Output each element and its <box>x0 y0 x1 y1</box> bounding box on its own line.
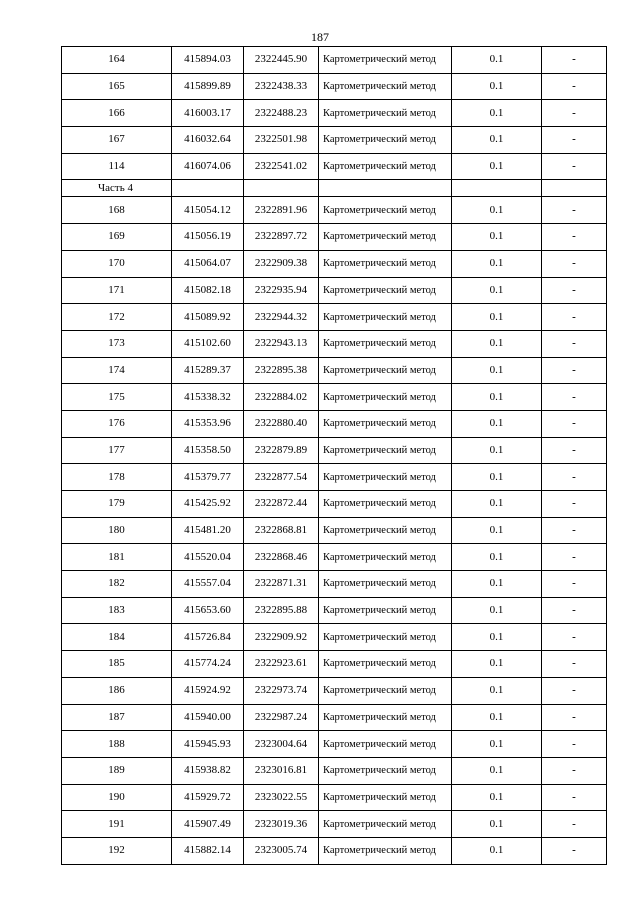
note-cell: - <box>542 704 607 731</box>
note-cell: - <box>542 100 607 127</box>
accuracy-cell: 0.1 <box>452 224 542 251</box>
accuracy-cell: 0.1 <box>452 651 542 678</box>
y-coordinate-cell: 2322868.81 <box>244 517 319 544</box>
method-cell: Картометрический метод <box>319 100 452 127</box>
accuracy-cell: 0.1 <box>452 47 542 74</box>
y-coordinate-cell: 2322501.98 <box>244 127 319 154</box>
table-row <box>62 571 607 598</box>
section-empty-cell <box>172 180 244 197</box>
method-cell: Картометрический метод <box>319 704 452 731</box>
method-cell: Картометрический метод <box>319 437 452 464</box>
x-coordinate-cell: 416003.17 <box>172 100 244 127</box>
x-coordinate-cell: 415938.82 <box>172 757 244 784</box>
y-coordinate-cell: 2322987.24 <box>244 704 319 731</box>
method-cell: Картометрический метод <box>319 153 452 180</box>
accuracy-cell: 0.1 <box>452 731 542 758</box>
point-number-cell: 179 <box>62 491 172 518</box>
table-body-part-a <box>62 47 607 180</box>
table-row <box>62 304 607 331</box>
point-number-cell: 174 <box>62 357 172 384</box>
y-coordinate-cell: 2323004.64 <box>244 731 319 758</box>
method-cell: Картометрический метод <box>319 784 452 811</box>
point-number-cell: 171 <box>62 277 172 304</box>
method-cell: Картометрический метод <box>319 651 452 678</box>
method-cell: Картометрический метод <box>319 624 452 651</box>
accuracy-cell: 0.1 <box>452 153 542 180</box>
y-coordinate-cell: 2322909.92 <box>244 624 319 651</box>
x-coordinate-cell: 415894.03 <box>172 47 244 74</box>
table-row <box>62 517 607 544</box>
x-coordinate-cell: 416032.64 <box>172 127 244 154</box>
point-number-cell: 172 <box>62 304 172 331</box>
point-number-cell: 183 <box>62 597 172 624</box>
table-row <box>62 704 607 731</box>
point-number-cell: 170 <box>62 250 172 277</box>
point-number-cell: 169 <box>62 224 172 251</box>
table-row <box>62 127 607 154</box>
section-empty-cell <box>542 180 607 197</box>
y-coordinate-cell: 2322895.88 <box>244 597 319 624</box>
accuracy-cell: 0.1 <box>452 811 542 838</box>
method-cell: Картометрический метод <box>319 197 452 224</box>
accuracy-cell: 0.1 <box>452 127 542 154</box>
point-number-cell: 178 <box>62 464 172 491</box>
table-row <box>62 784 607 811</box>
accuracy-cell: 0.1 <box>452 544 542 571</box>
point-number-cell: 182 <box>62 571 172 598</box>
method-cell: Картометрический метод <box>319 73 452 100</box>
method-cell: Картометрический метод <box>319 464 452 491</box>
note-cell: - <box>542 384 607 411</box>
x-coordinate-cell: 415653.60 <box>172 597 244 624</box>
note-cell: - <box>542 197 607 224</box>
x-coordinate-cell: 415353.96 <box>172 410 244 437</box>
table-row <box>62 47 607 74</box>
accuracy-cell: 0.1 <box>452 197 542 224</box>
accuracy-cell: 0.1 <box>452 677 542 704</box>
note-cell: - <box>542 464 607 491</box>
page-number: 187 <box>311 30 329 44</box>
table-row <box>62 677 607 704</box>
method-cell: Картометрический метод <box>319 597 452 624</box>
table-row <box>62 437 607 464</box>
y-coordinate-cell: 2322935.94 <box>244 277 319 304</box>
note-cell: - <box>542 811 607 838</box>
note-cell: - <box>542 357 607 384</box>
note-cell: - <box>542 330 607 357</box>
y-coordinate-cell: 2322891.96 <box>244 197 319 224</box>
method-cell: Картометрический метод <box>319 330 452 357</box>
x-coordinate-cell: 415379.77 <box>172 464 244 491</box>
table-row <box>62 544 607 571</box>
x-coordinate-cell: 416074.06 <box>172 153 244 180</box>
point-number-cell: 180 <box>62 517 172 544</box>
note-cell: - <box>542 651 607 678</box>
y-coordinate-cell: 2322438.33 <box>244 73 319 100</box>
y-coordinate-cell: 2322541.02 <box>244 153 319 180</box>
accuracy-cell: 0.1 <box>452 250 542 277</box>
point-number-cell: 186 <box>62 677 172 704</box>
table-row <box>62 837 607 864</box>
accuracy-cell: 0.1 <box>452 73 542 100</box>
point-number-cell: 173 <box>62 330 172 357</box>
table-row <box>62 624 607 651</box>
accuracy-cell: 0.1 <box>452 330 542 357</box>
y-coordinate-cell: 2322868.46 <box>244 544 319 571</box>
point-number-cell: 164 <box>62 47 172 74</box>
point-number-cell: 166 <box>62 100 172 127</box>
note-cell: - <box>542 277 607 304</box>
method-cell: Картометрический метод <box>319 384 452 411</box>
note-cell: - <box>542 544 607 571</box>
table-row <box>62 73 607 100</box>
method-cell: Картометрический метод <box>319 47 452 74</box>
x-coordinate-cell: 415338.32 <box>172 384 244 411</box>
method-cell: Картометрический метод <box>319 491 452 518</box>
y-coordinate-cell: 2322879.89 <box>244 437 319 464</box>
method-cell: Картометрический метод <box>319 277 452 304</box>
point-number-cell: 177 <box>62 437 172 464</box>
method-cell: Картометрический метод <box>319 811 452 838</box>
section-empty-cell <box>319 180 452 197</box>
x-coordinate-cell: 415358.50 <box>172 437 244 464</box>
note-cell: - <box>542 624 607 651</box>
note-cell: - <box>542 491 607 518</box>
y-coordinate-cell: 2322943.13 <box>244 330 319 357</box>
section-empty-cell <box>244 180 319 197</box>
x-coordinate-cell: 415102.60 <box>172 330 244 357</box>
note-cell: - <box>542 517 607 544</box>
table-row <box>62 597 607 624</box>
method-cell: Картометрический метод <box>319 571 452 598</box>
table-row <box>62 330 607 357</box>
y-coordinate-cell: 2322872.44 <box>244 491 319 518</box>
x-coordinate-cell: 415726.84 <box>172 624 244 651</box>
y-coordinate-cell: 2323022.55 <box>244 784 319 811</box>
note-cell: - <box>542 731 607 758</box>
note-cell: - <box>542 250 607 277</box>
x-coordinate-cell: 415056.19 <box>172 224 244 251</box>
table-row <box>62 100 607 127</box>
method-cell: Картометрический метод <box>319 410 452 437</box>
point-number-cell: 192 <box>62 837 172 864</box>
x-coordinate-cell: 415054.12 <box>172 197 244 224</box>
note-cell: - <box>542 571 607 598</box>
method-cell: Картометрический метод <box>319 757 452 784</box>
table-row <box>62 651 607 678</box>
table-row <box>62 277 607 304</box>
point-number-cell: 187 <box>62 704 172 731</box>
x-coordinate-cell: 415924.92 <box>172 677 244 704</box>
section-header-row <box>62 180 607 197</box>
accuracy-cell: 0.1 <box>452 277 542 304</box>
table-row <box>62 153 607 180</box>
table-row <box>62 197 607 224</box>
table-row <box>62 811 607 838</box>
accuracy-cell: 0.1 <box>452 410 542 437</box>
y-coordinate-cell: 2323016.81 <box>244 757 319 784</box>
point-number-cell: 181 <box>62 544 172 571</box>
y-coordinate-cell: 2322871.31 <box>244 571 319 598</box>
point-number-cell: 185 <box>62 651 172 678</box>
y-coordinate-cell: 2322488.23 <box>244 100 319 127</box>
y-coordinate-cell: 2322895.38 <box>244 357 319 384</box>
y-coordinate-cell: 2322944.32 <box>244 304 319 331</box>
table-row <box>62 384 607 411</box>
point-number-cell: 168 <box>62 197 172 224</box>
y-coordinate-cell: 2322884.02 <box>244 384 319 411</box>
method-cell: Картометрический метод <box>319 517 452 544</box>
accuracy-cell: 0.1 <box>452 624 542 651</box>
accuracy-cell: 0.1 <box>452 437 542 464</box>
x-coordinate-cell: 415929.72 <box>172 784 244 811</box>
accuracy-cell: 0.1 <box>452 837 542 864</box>
accuracy-cell: 0.1 <box>452 757 542 784</box>
x-coordinate-cell: 415425.92 <box>172 491 244 518</box>
accuracy-cell: 0.1 <box>452 464 542 491</box>
x-coordinate-cell: 415557.04 <box>172 571 244 598</box>
y-coordinate-cell: 2322877.54 <box>244 464 319 491</box>
x-coordinate-cell: 415520.04 <box>172 544 244 571</box>
method-cell: Картометрический метод <box>319 224 452 251</box>
x-coordinate-cell: 415882.14 <box>172 837 244 864</box>
x-coordinate-cell: 415945.93 <box>172 731 244 758</box>
x-coordinate-cell: 415082.18 <box>172 277 244 304</box>
note-cell: - <box>542 597 607 624</box>
accuracy-cell: 0.1 <box>452 100 542 127</box>
note-cell: - <box>542 224 607 251</box>
method-cell: Картометрический метод <box>319 677 452 704</box>
table-row <box>62 410 607 437</box>
note-cell: - <box>542 410 607 437</box>
y-coordinate-cell: 2322909.38 <box>244 250 319 277</box>
note-cell: - <box>542 153 607 180</box>
accuracy-cell: 0.1 <box>452 491 542 518</box>
point-number-cell: 165 <box>62 73 172 100</box>
method-cell: Картометрический метод <box>319 357 452 384</box>
y-coordinate-cell: 2323019.36 <box>244 811 319 838</box>
x-coordinate-cell: 415907.49 <box>172 811 244 838</box>
method-cell: Картометрический метод <box>319 304 452 331</box>
note-cell: - <box>542 437 607 464</box>
table-row <box>62 224 607 251</box>
point-number-cell: 188 <box>62 731 172 758</box>
x-coordinate-cell: 415289.37 <box>172 357 244 384</box>
y-coordinate-cell: 2322897.72 <box>244 224 319 251</box>
point-number-cell: 167 <box>62 127 172 154</box>
accuracy-cell: 0.1 <box>452 571 542 598</box>
accuracy-cell: 0.1 <box>452 784 542 811</box>
x-coordinate-cell: 415774.24 <box>172 651 244 678</box>
section-label: Часть 4 <box>62 180 172 197</box>
note-cell: - <box>542 127 607 154</box>
point-number-cell: 191 <box>62 811 172 838</box>
method-cell: Картометрический метод <box>319 731 452 758</box>
x-coordinate-cell: 415940.00 <box>172 704 244 731</box>
point-number-cell: 114 <box>62 153 172 180</box>
accuracy-cell: 0.1 <box>452 357 542 384</box>
accuracy-cell: 0.1 <box>452 384 542 411</box>
table-body-part-b <box>62 197 607 864</box>
accuracy-cell: 0.1 <box>452 597 542 624</box>
point-number-cell: 176 <box>62 410 172 437</box>
table-row <box>62 464 607 491</box>
point-number-cell: 189 <box>62 757 172 784</box>
point-number-cell: 175 <box>62 384 172 411</box>
y-coordinate-cell: 2322445.90 <box>244 47 319 74</box>
table-row <box>62 757 607 784</box>
accuracy-cell: 0.1 <box>452 517 542 544</box>
x-coordinate-cell: 415064.07 <box>172 250 244 277</box>
table-row <box>62 731 607 758</box>
note-cell: - <box>542 757 607 784</box>
section-empty-cell <box>452 180 542 197</box>
note-cell: - <box>542 677 607 704</box>
method-cell: Картометрический метод <box>319 544 452 571</box>
point-number-cell: 184 <box>62 624 172 651</box>
method-cell: Картометрический метод <box>319 250 452 277</box>
note-cell: - <box>542 47 607 74</box>
section-part-4 <box>62 180 607 197</box>
table-row <box>62 250 607 277</box>
note-cell: - <box>542 837 607 864</box>
point-number-cell: 190 <box>62 784 172 811</box>
accuracy-cell: 0.1 <box>452 304 542 331</box>
note-cell: - <box>542 784 607 811</box>
note-cell: - <box>542 304 607 331</box>
method-cell: Картометрический метод <box>319 837 452 864</box>
x-coordinate-cell: 415899.89 <box>172 73 244 100</box>
y-coordinate-cell: 2322880.40 <box>244 410 319 437</box>
method-cell: Картометрический метод <box>319 127 452 154</box>
y-coordinate-cell: 2322973.74 <box>244 677 319 704</box>
coordinates-table <box>61 46 607 865</box>
x-coordinate-cell: 415089.92 <box>172 304 244 331</box>
y-coordinate-cell: 2323005.74 <box>244 837 319 864</box>
x-coordinate-cell: 415481.20 <box>172 517 244 544</box>
note-cell: - <box>542 73 607 100</box>
accuracy-cell: 0.1 <box>452 704 542 731</box>
table-row <box>62 357 607 384</box>
table-row <box>62 491 607 518</box>
y-coordinate-cell: 2322923.61 <box>244 651 319 678</box>
